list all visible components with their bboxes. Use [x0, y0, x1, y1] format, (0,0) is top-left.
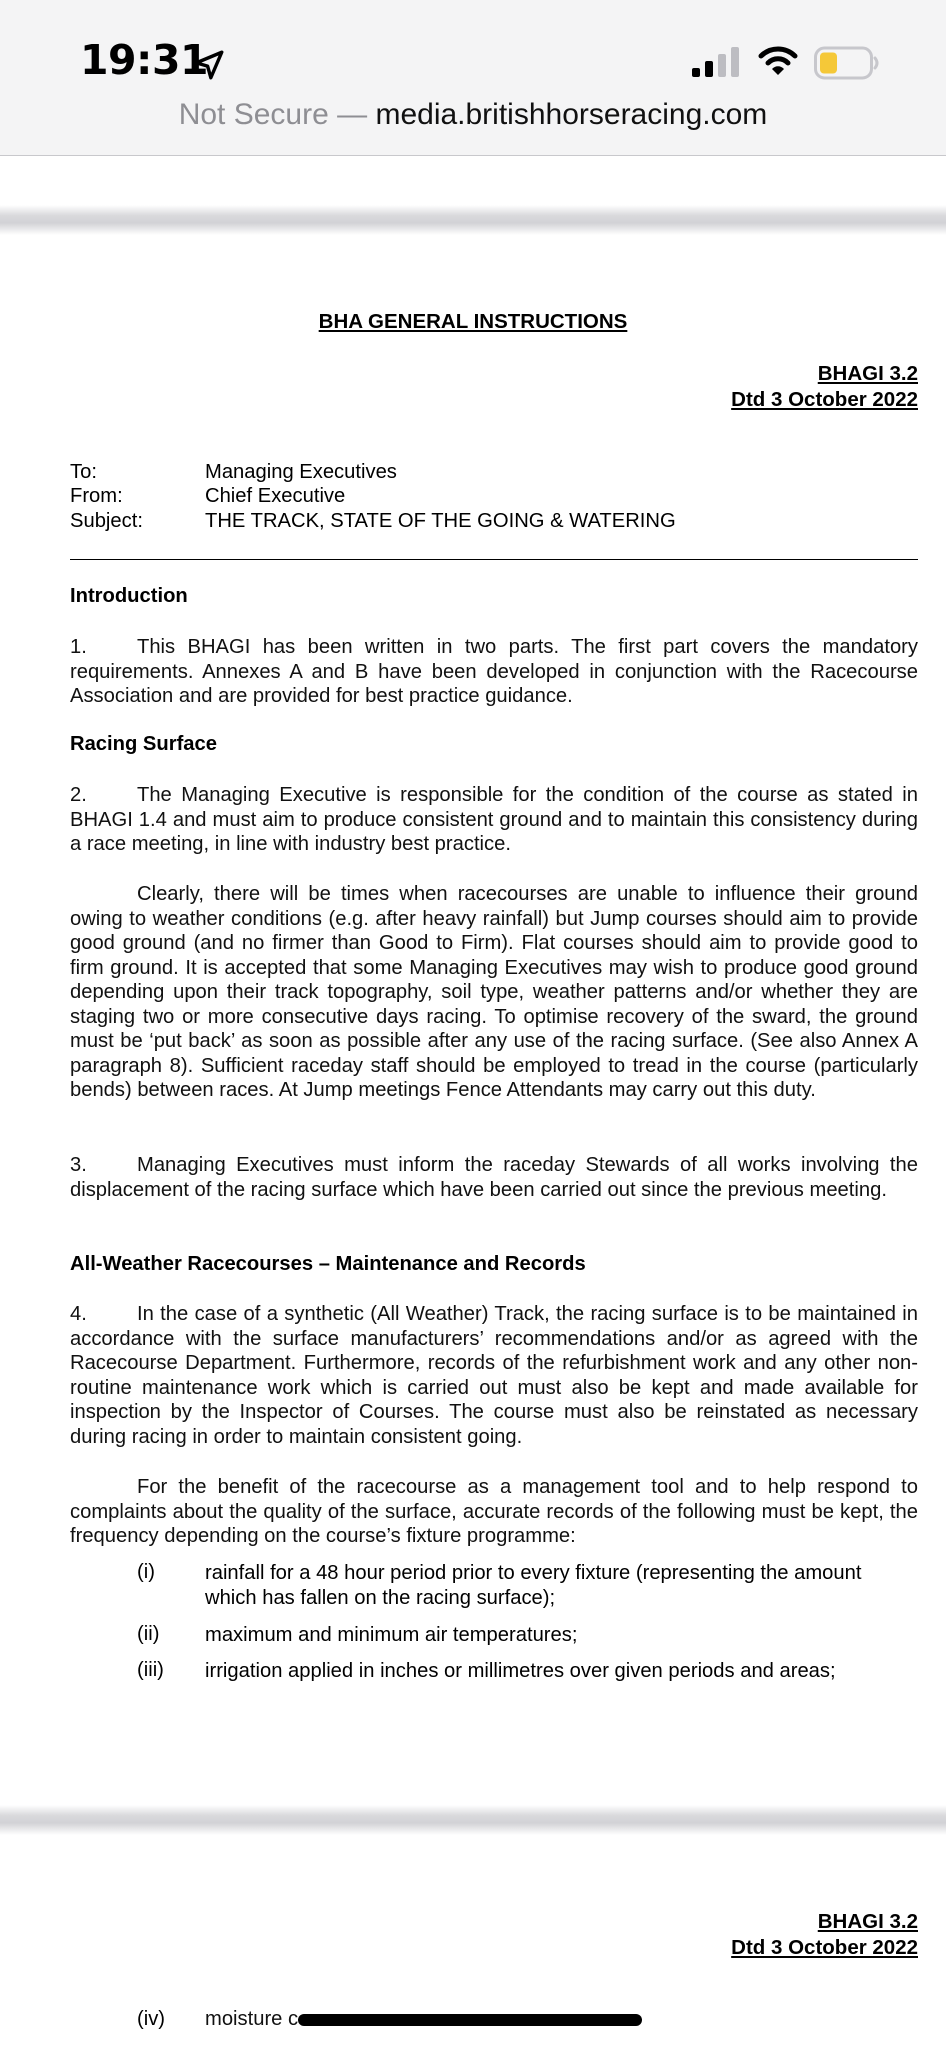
paragraph-text: The Managing Executive is responsible for the condition of the course as stated in BHAGI 1.4 and must aim to produce consistent ground and to maintain this consistency during a race meeting, in line with industry best practice.: [70, 784, 918, 855]
page2-document-reference: [731, 1909, 918, 1961]
paragraph-text: In the case of a synthetic (All Weather) Track, the racing surface is to be maintained in accordance with the surface manufacturers’ recommendations and/or as agreed with the Racecourse Department. Furthermore, records of the refurbishment work and any other non-routine maintenance work which is carried out must also be kept and made available for inspection by the Inspector of Courses. The course must also be reinstated as necessary during racing in order to maintain consistent going.: [70, 1303, 918, 1448]
section-heading-all-weather: All-Weather Racecourses – Maintenance and Records: [70, 1253, 586, 1275]
document-title: BHA GENERAL INSTRUCTIONS: [318, 310, 628, 333]
reference-code: BHAGI 3.2: [817, 362, 918, 385]
memo-from-value: Chief Executive: [205, 485, 346, 507]
paragraph-text: Clearly, there will be times when racecourses are unable to influence their ground owing to weather conditions (e.g. after heavy rainfall) but Jump courses should aim to provide good ground (and no firmer than Good to Firm). Flat courses should aim to provide good to firm ground. It is accepted that some Managing Executives may wish to produce good ground depending upon their track topography, soil type, weather patterns and/or whether they are staging two or more consecutive days racing. To optimise recovery of the sward, the ground must be ‘put back’ as soon as possible after any use of the racing surface. (See also Annex A paragraph 8). Sufficient raceday staff should be employed to tread in the course (particularly bends) between races. At Jump meetings Fence Attendants may carry out this duty.: [70, 883, 918, 1101]
toolbar-divider: [0, 155, 946, 156]
memo-subject-label: Subject:: [70, 510, 143, 532]
location-arrow-icon: [192, 48, 226, 82]
document-reference: [731, 361, 918, 413]
paragraph-text: This BHAGI has been written in two parts. The first part covers the mandatory requirements. Annexes A and B have been developed in conjunction with the Racecourse Association and are provided for best practice guidance.: [70, 636, 918, 707]
memo-to-label: To:: [70, 461, 97, 483]
page-separator: [0, 1805, 946, 1835]
address-bar[interactable]: [0, 98, 946, 132]
list-item-number: (i): [137, 1561, 155, 1583]
memo-subject-value: THE TRACK, STATE OF THE GOING & WATERING: [205, 510, 676, 532]
reference-date: Dtd 3 October 2022: [731, 1936, 918, 1959]
list-item-number: (ii): [137, 1623, 160, 1645]
paragraph-number: 3.: [70, 1154, 87, 1176]
paragraph-2-continued: [70, 882, 918, 1103]
clock-time: 19:31: [80, 36, 209, 84]
not-secure-label: Not Secure —: [178, 98, 368, 131]
paragraph-3: [70, 1153, 918, 1202]
section-heading-racing-surface: Racing Surface: [70, 733, 217, 755]
list-item-text: irrigation applied in inches or millimetres over given periods and areas;: [205, 1660, 836, 1682]
memo-from-label: From:: [70, 485, 123, 507]
page-separator: [0, 205, 946, 235]
cellular-signal-icon: [692, 47, 740, 77]
paragraph-2: [70, 783, 918, 857]
list-item-text: maximum and minimum air temperatures;: [205, 1624, 578, 1646]
memo-to-value: Managing Executives: [205, 461, 397, 483]
reference-code: BHAGI 3.2: [817, 1910, 918, 1933]
memo-divider: [70, 559, 918, 560]
paragraph-1: [70, 635, 918, 709]
paragraph-number: 2.: [70, 784, 87, 806]
home-indicator[interactable]: [298, 2014, 642, 2026]
status-bar: [0, 0, 946, 155]
paragraph-text: For the benefit of the racecourse as a management tool and to help respond to complaints about the quality of the surface, accurate records of the following must be kept, the frequency depending on the course’s fixture programme:: [70, 1476, 918, 1547]
battery-low-icon: [814, 46, 880, 80]
list-item-number: (iii): [137, 1659, 164, 1681]
url-domain: media.britishhorseracing.com: [375, 98, 768, 131]
list-item-text: rainfall for a 48 hour period prior to every fixture (representing the amount which has fallen on the racing surface);: [205, 1562, 862, 1609]
paragraph-text: Managing Executives must inform the raceday Stewards of all works involving the displacement of the racing surface which have been carried out since the previous meeting.: [70, 1154, 918, 1201]
wifi-icon: [758, 44, 798, 78]
paragraph-number: 1.: [70, 636, 87, 658]
list-item-text: moisture c: [205, 2008, 299, 2030]
list-item-number: (iv): [137, 2008, 166, 2030]
paragraph-4-continued: [70, 1475, 918, 1549]
section-heading-introduction: Introduction: [70, 585, 188, 607]
reference-date: Dtd 3 October 2022: [731, 388, 918, 411]
paragraph-4: [70, 1302, 918, 1449]
paragraph-number: 4.: [70, 1303, 87, 1325]
